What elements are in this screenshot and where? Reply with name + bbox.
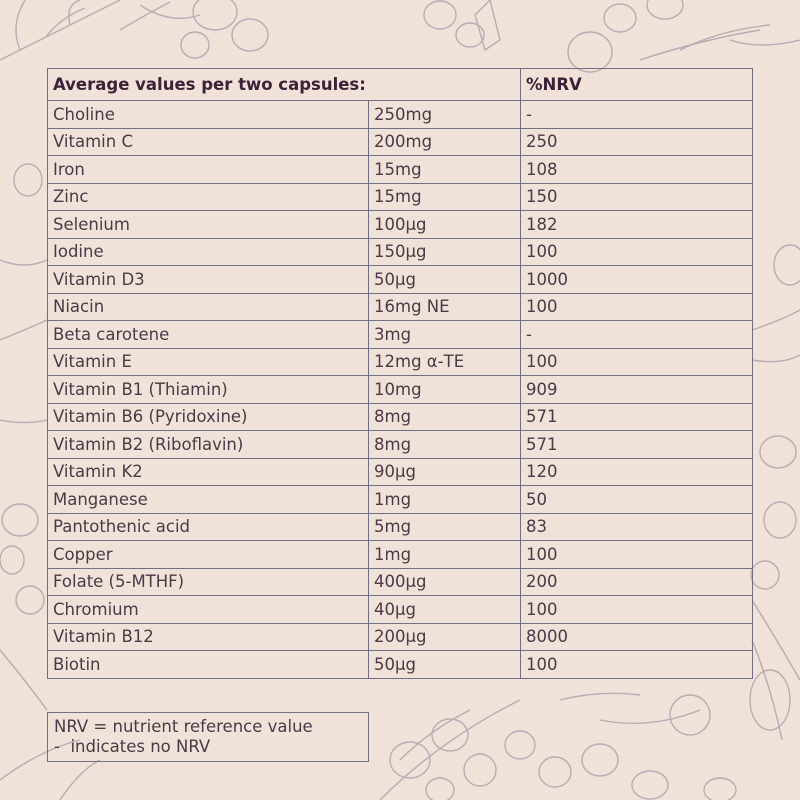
header-nrv: %NRV xyxy=(521,69,753,101)
header-label: Average values per two capsules: xyxy=(48,69,521,101)
table-row xyxy=(48,541,753,569)
nrv-cell: 909 xyxy=(521,376,753,404)
nrv-cell: 1000 xyxy=(521,266,753,294)
nutrient-cell: Vitamin D3 xyxy=(48,266,369,294)
nrv-cell: 50 xyxy=(521,486,753,514)
legend-line-1: NRV = nutrient reference value xyxy=(54,717,313,736)
nutrient-cell: Iron xyxy=(48,156,369,184)
amount-cell: 8mg xyxy=(369,403,521,431)
table-row xyxy=(48,568,753,596)
nrv-cell: - xyxy=(521,101,753,129)
nutrient-cell: Manganese xyxy=(48,486,369,514)
table-row xyxy=(48,623,753,651)
amount-cell: 3mg xyxy=(369,321,521,349)
nutrient-cell: Vitamin B2 (Riboflavin) xyxy=(48,431,369,459)
table-row xyxy=(48,348,753,376)
table-row xyxy=(48,458,753,486)
amount-cell: 100µg xyxy=(369,211,521,239)
table-row xyxy=(48,596,753,624)
nutrition-table xyxy=(47,68,753,679)
amount-cell: 1mg xyxy=(369,541,521,569)
legend-line-2: - indicates no NRV xyxy=(54,737,211,756)
amount-cell: 200µg xyxy=(369,623,521,651)
amount-cell: 150µg xyxy=(369,238,521,266)
amount-cell: 10mg xyxy=(369,376,521,404)
amount-cell: 250mg xyxy=(369,101,521,129)
nrv-cell: 120 xyxy=(521,458,753,486)
table-row xyxy=(48,403,753,431)
amount-cell: 90µg xyxy=(369,458,521,486)
table-row xyxy=(48,101,753,129)
nutrient-cell: Selenium xyxy=(48,211,369,239)
table-row xyxy=(48,238,753,266)
nutrient-cell: Pantothenic acid xyxy=(48,513,369,541)
amount-cell: 8mg xyxy=(369,431,521,459)
amount-cell: 400µg xyxy=(369,568,521,596)
nrv-cell: - xyxy=(521,321,753,349)
nutrient-cell: Niacin xyxy=(48,293,369,321)
table-header-row xyxy=(48,69,753,101)
amount-cell: 5mg xyxy=(369,513,521,541)
nutrient-cell: Vitamin B1 (Thiamin) xyxy=(48,376,369,404)
nrv-cell: 83 xyxy=(521,513,753,541)
table-row xyxy=(48,486,753,514)
amount-cell: 16mg NE xyxy=(369,293,521,321)
table-row xyxy=(48,651,753,679)
table-row xyxy=(48,266,753,294)
amount-cell: 50µg xyxy=(369,266,521,294)
nrv-cell: 250 xyxy=(521,128,753,156)
table-row xyxy=(48,156,753,184)
nutrient-cell: Vitamin B12 xyxy=(48,623,369,651)
nrv-cell: 571 xyxy=(521,431,753,459)
amount-cell: 50µg xyxy=(369,651,521,679)
nrv-cell: 100 xyxy=(521,348,753,376)
nrv-cell: 8000 xyxy=(521,623,753,651)
nrv-cell: 571 xyxy=(521,403,753,431)
nrv-cell: 100 xyxy=(521,596,753,624)
nutrient-cell: Copper xyxy=(48,541,369,569)
table-row xyxy=(48,513,753,541)
amount-cell: 40µg xyxy=(369,596,521,624)
nrv-cell: 100 xyxy=(521,293,753,321)
nutrient-cell: Chromium xyxy=(48,596,369,624)
nutrient-cell: Vitamin B6 (Pyridoxine) xyxy=(48,403,369,431)
nutrient-cell: Vitamin C xyxy=(48,128,369,156)
nutrient-cell: Biotin xyxy=(48,651,369,679)
nutrient-cell: Vitamin K2 xyxy=(48,458,369,486)
table-row xyxy=(48,128,753,156)
nrv-cell: 150 xyxy=(521,183,753,211)
nrv-legend xyxy=(47,712,369,762)
nutrient-cell: Folate (5-MTHF) xyxy=(48,568,369,596)
nrv-cell: 182 xyxy=(521,211,753,239)
table-row xyxy=(48,431,753,459)
table-row xyxy=(48,376,753,404)
nutrient-cell: Zinc xyxy=(48,183,369,211)
amount-cell: 1mg xyxy=(369,486,521,514)
table-row xyxy=(48,183,753,211)
nrv-cell: 108 xyxy=(521,156,753,184)
nrv-cell: 100 xyxy=(521,238,753,266)
table-row xyxy=(48,293,753,321)
amount-cell: 15mg xyxy=(369,183,521,211)
nutrient-cell: Iodine xyxy=(48,238,369,266)
amount-cell: 200mg xyxy=(369,128,521,156)
amount-cell: 15mg xyxy=(369,156,521,184)
nrv-cell: 200 xyxy=(521,568,753,596)
amount-cell: 12mg α-TE xyxy=(369,348,521,376)
nutrient-cell: Choline xyxy=(48,101,369,129)
nrv-cell: 100 xyxy=(521,651,753,679)
nutrient-cell: Vitamin E xyxy=(48,348,369,376)
table-row xyxy=(48,211,753,239)
nutrient-cell: Beta carotene xyxy=(48,321,369,349)
table-row xyxy=(48,321,753,349)
nrv-cell: 100 xyxy=(521,541,753,569)
